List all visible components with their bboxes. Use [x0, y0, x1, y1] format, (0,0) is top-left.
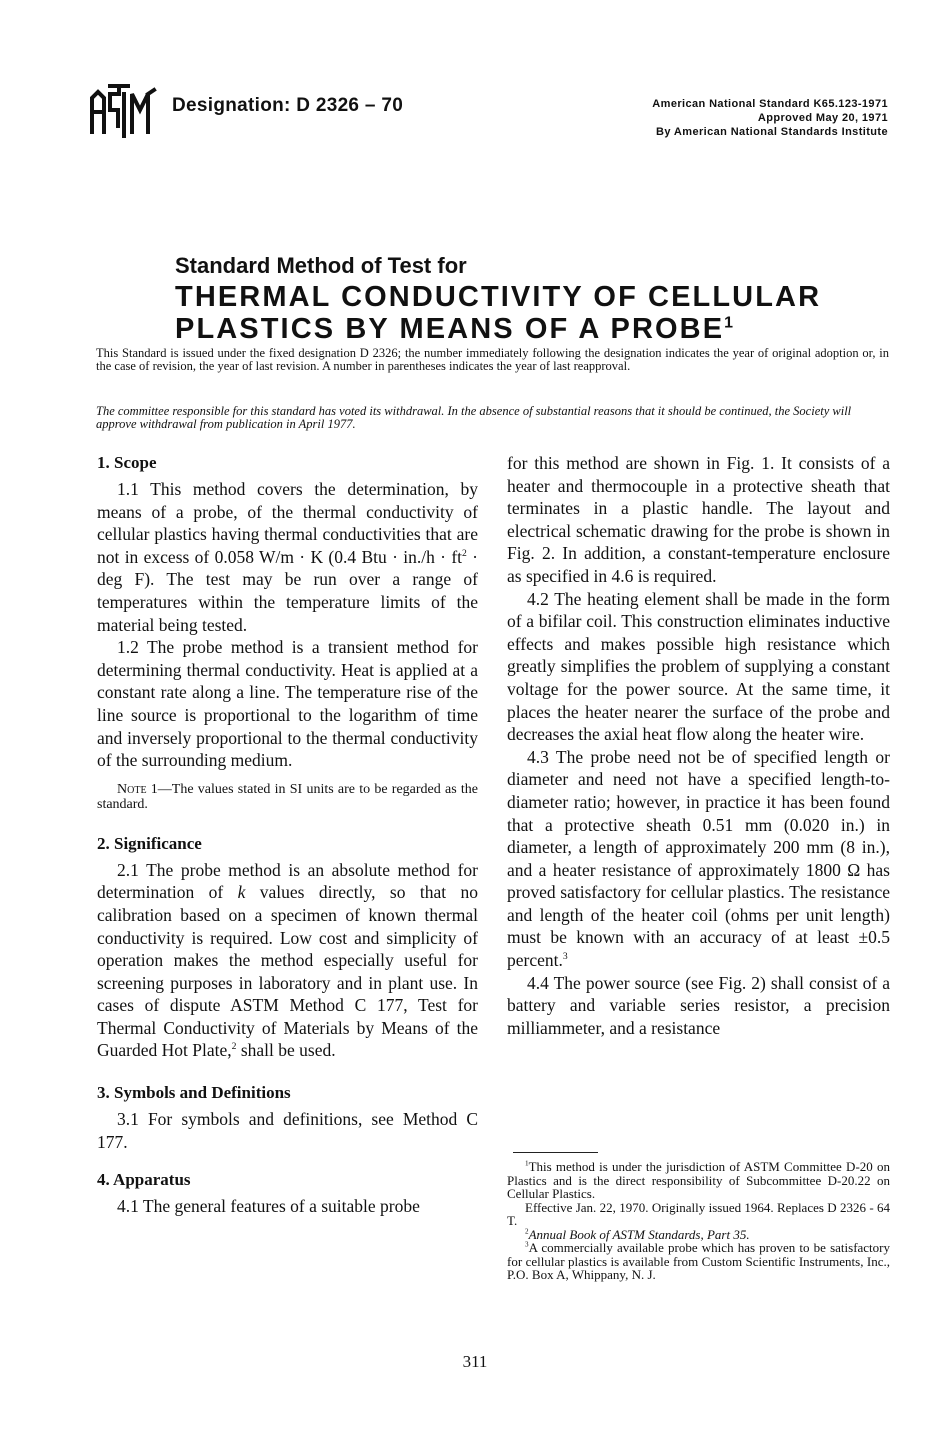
- footnote-1-mark: 1: [525, 1159, 529, 1168]
- document-title-line-2-text: PLASTICS BY MEANS OF A PROBE: [175, 313, 725, 345]
- paragraph-4-3-text: 4.3 The probe need not be of specified length or diameter and need not have a specified length-to-diameter ratio; however, in practice it has been found that a protective sheath 0.51 mm (0.020 in.) in diameter, a length of approximately 200 mm (8 in.), and a heater resistance of approximately 1800 Ω has proved satisfactory for cellular plastics. The resistance and length of the heater coil (ohms per unit length) must be known with an accuracy of at least ±0.5 percent.: [507, 746, 890, 971]
- footnote-1-text: This method is under the jurisdiction of ASTM Committee D-20 on Plastics and is the direct responsibility of Subcommittee D-20.22 on Cellular Plastics.: [507, 1159, 890, 1201]
- section-heading-apparatus: 4. Apparatus: [97, 1170, 191, 1190]
- section-heading-significance: 2. Significance: [97, 833, 202, 853]
- astm-logo: [88, 80, 158, 140]
- paragraph-1-2: 1.2 The probe method is a transient method for determining thermal conductivity. Heat is applied at a constant rate along a line. The temperature rise of the line source is proportional to the logarithm of time and inversely proportional to the thermal conductivity of the surrounding medium.: [97, 637, 478, 771]
- document-title-line-2: [175, 313, 735, 346]
- paragraph-1-1: [97, 478, 478, 636]
- paragraph-4-1: 4.1 The general features of a suitable probe: [117, 1196, 420, 1217]
- note-1-text: —The values stated in SI units are to be regarded as the standard.: [97, 781, 478, 813]
- footnote-2-mark: 2: [525, 1227, 529, 1236]
- ansi-line-1: American National Standard K65.123-1971: [652, 98, 888, 110]
- footnote-2: [507, 1228, 890, 1242]
- document-subtitle: Standard Method of Test for: [175, 253, 467, 278]
- footnote-3-text: A commercially available probe which has proven to be satisfactory for cellular plastics is available from Custom Scientific Instruments, Inc., P.O. Box A, Whippany, N. J.: [507, 1240, 890, 1282]
- section-heading-scope: 1. Scope: [97, 453, 157, 472]
- note-1-label: Note 1: [117, 781, 158, 797]
- footnote-divider: [513, 1152, 598, 1153]
- left-column: [97, 452, 478, 1218]
- paragraph-4-1-continued: for this method are shown in Fig. 1. It consists of a heater and thermocouple in a protective sheath that terminates in a plastic handle. The layout and electrical schematic drawing for the probe is shown in Fig. 2. In addition, a constant-temperature enclosure as specified in 4.6 is required.: [507, 453, 890, 586]
- designation: Designation: D 2326 – 70: [172, 95, 404, 116]
- paragraph-4-3: [507, 746, 890, 972]
- footnote-1: [507, 1160, 890, 1201]
- paragraph-1-1-sup: 2: [462, 547, 467, 559]
- ansi-line-2: Approved May 20, 1971: [757, 112, 888, 124]
- paragraph-4-3-sup: 3: [562, 951, 568, 963]
- paragraph-3-1: 3.1 For symbols and definitions, see Method C 177.: [97, 1109, 478, 1152]
- paragraph-1-1-end: · deg F). The test may be run over a range of temperatures within the temperature limits of the material being tested.: [97, 546, 479, 635]
- ansi-approval: [652, 97, 888, 139]
- paragraph-1-1-text: 1.1 This method covers the determination, by means of a probe, of the thermal conductivity of cellular plastics having thermal conductivities that are not in excess of 0.058 W/m · K (0.4 Btu · in./h · ft: [97, 479, 478, 567]
- paragraph-2-1-text-b: values directly, so that no calibration based on a specimen of known thermal conductivity is required. Low cost and simplicity of operation makes the method especially useful for screening purposes in laboratory and in plant use. In cases of dispute ASTM Method C 177, Test for Thermal Conductivity of Materials by Means of the Guarded Hot Plate,: [97, 882, 478, 1061]
- section-heading-symbols: 3. Symbols and Definitions: [97, 1083, 291, 1103]
- issue-note: This Standard is issued under the fixed designation D 2326; the number immediately following the designation indicates the year of original adoption or, in the case of revision, the year of last revision. A number in parentheses indicates the year of last reapproval.: [96, 346, 889, 373]
- paragraph-4-4: 4.4 The power source (see Fig. 2) shall consist of a battery and variable series resistor, a precision milliammeter, and a resistance: [507, 972, 890, 1038]
- title-footnote-mark: 1: [724, 314, 736, 332]
- paragraph-2-1-text-a: 2.1 The probe method is an absolute method for determination of: [97, 859, 478, 903]
- paragraph-4-2: 4.2 The heating element shall be made in the form of a bifilar coil. This construction eliminates inductive effects and makes possible high resistance which greatly simplifies the problem of supplying a constant voltage for the power source. At the same time, it places the heater nearer the surface of the probe and decreases the axial heat flow along the heater wire.: [507, 588, 890, 745]
- paragraph-2-1-text-c: shall be used.: [236, 1040, 336, 1061]
- paragraph-2-1-sup: 2: [231, 1041, 237, 1053]
- ansi-line-3: By American National Standards Institute: [656, 126, 888, 138]
- footnote-3-mark: 3: [525, 1240, 529, 1249]
- footnotes: [507, 1160, 890, 1282]
- right-column: [507, 452, 890, 1039]
- footnote-3: [507, 1241, 890, 1282]
- k-symbol: k: [237, 882, 246, 903]
- withdrawal-note: The committee responsible for this standard has voted its withdrawal. In the absence of substantial reasons that it should be continued, the Society will approve withdrawal from publication in April 1977.: [96, 404, 852, 431]
- footnote-2-text: Annual Book of ASTM Standards, Part 35.: [528, 1226, 750, 1242]
- note-1: [97, 782, 478, 813]
- page-number: 311: [462, 1352, 488, 1371]
- document-title-line-1: THERMAL CONDUCTIVITY OF CELLULAR: [175, 281, 822, 313]
- paragraph-2-1: [97, 859, 478, 1062]
- footnote-1-effective: Effective Jan. 22, 1970. Originally issued 1964. Replaces D 2326 - 64 T.: [507, 1199, 890, 1228]
